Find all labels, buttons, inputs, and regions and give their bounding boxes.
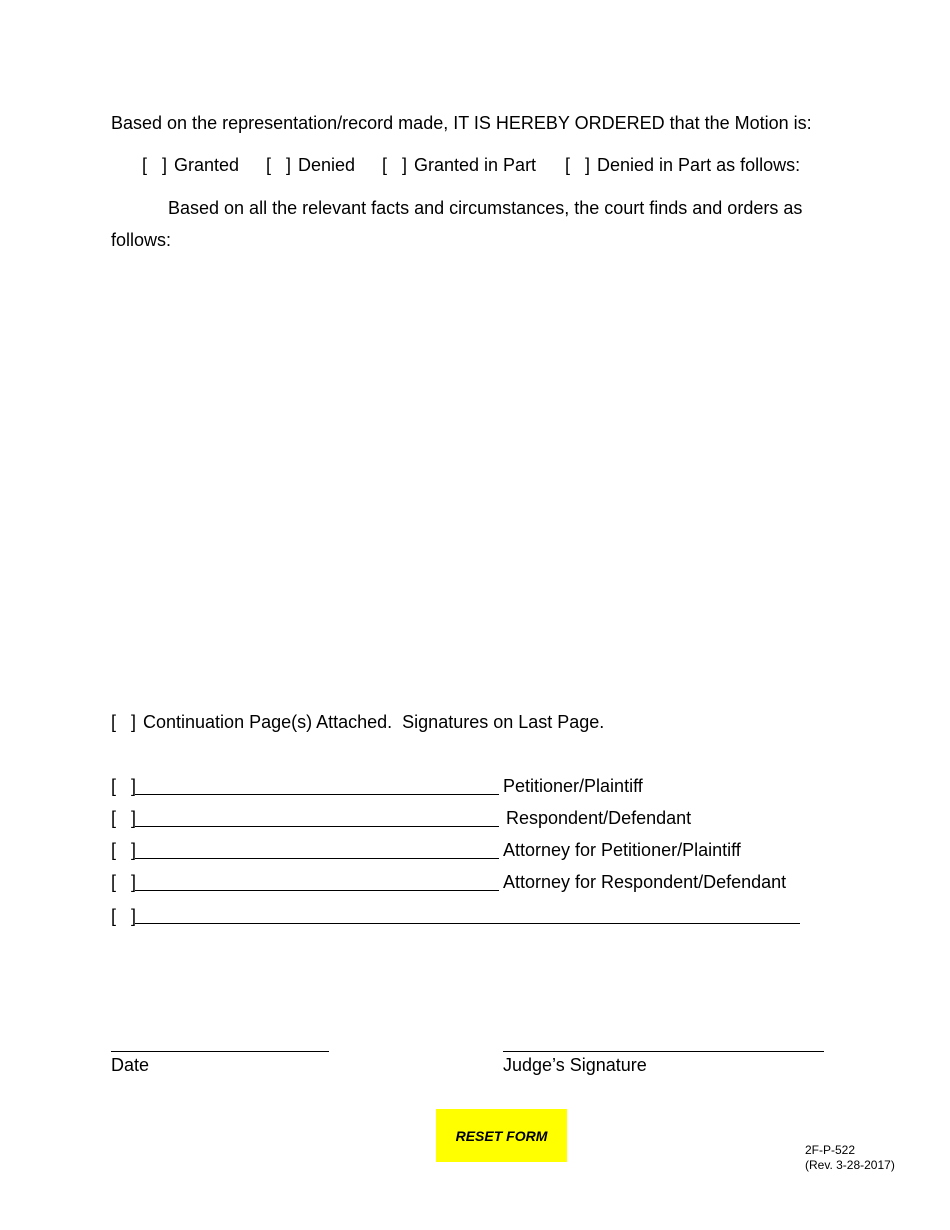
party-other-checkbox[interactable]: [ ] xyxy=(111,906,137,926)
party-respondent-signature-line[interactable] xyxy=(135,826,499,827)
party-other-signature-line[interactable] xyxy=(135,923,800,924)
continuation-checkbox[interactable]: [ ] xyxy=(111,712,137,732)
findings-text-line1: Based on all the relevant facts and circumstances, the court finds and orders as xyxy=(168,198,803,218)
option-denied-in-part-label: Denied in Part as follows: xyxy=(597,155,801,175)
option-granted-in-part-checkbox[interactable]: [ ] xyxy=(382,155,408,175)
date-line[interactable] xyxy=(111,1051,329,1052)
option-granted-checkbox[interactable]: [ ] xyxy=(142,155,168,175)
party-respondent-checkbox[interactable]: [ ] xyxy=(111,808,137,828)
option-denied-label: Denied xyxy=(298,155,356,175)
party-attorney-respondent-label: Attorney for Respondent/Defendant xyxy=(503,872,787,892)
party-attorney-respondent-checkbox[interactable]: [ ] xyxy=(111,872,137,892)
form-revision: (Rev. 3-28-2017) xyxy=(805,1158,895,1172)
party-petitioner-signature-line[interactable] xyxy=(135,794,499,795)
continuation-label: Continuation Page(s) Attached. Signatures on Last Page. xyxy=(143,712,605,732)
order-intro: Based on the representation/record made, IT IS HEREBY ORDERED that the Motion is: xyxy=(111,113,812,133)
option-granted-label: Granted xyxy=(174,155,240,175)
party-attorney-petitioner-label: Attorney for Petitioner/Plaintiff xyxy=(503,840,741,860)
party-respondent-label: Respondent/Defendant xyxy=(506,808,692,828)
reset-form-button[interactable]: RESET FORM xyxy=(436,1109,567,1162)
option-denied-in-part-checkbox[interactable]: [ ] xyxy=(565,155,591,175)
date-label: Date xyxy=(111,1055,150,1075)
party-attorney-respondent-signature-line[interactable] xyxy=(135,890,499,891)
option-granted-in-part-label: Granted in Part xyxy=(414,155,537,175)
party-petitioner-checkbox[interactable]: [ ] xyxy=(111,776,137,796)
judge-signature-line[interactable] xyxy=(503,1051,824,1052)
option-denied-checkbox[interactable]: [ ] xyxy=(266,155,292,175)
form-number: 2F-P-522 xyxy=(805,1143,856,1157)
findings-text-line2: follows: xyxy=(111,230,172,250)
judge-signature-label: Judge’s Signature xyxy=(503,1055,647,1075)
findings-input-area[interactable] xyxy=(111,262,839,682)
party-petitioner-label: Petitioner/Plaintiff xyxy=(503,776,643,796)
party-attorney-petitioner-signature-line[interactable] xyxy=(135,858,499,859)
party-attorney-petitioner-checkbox[interactable]: [ ] xyxy=(111,840,137,860)
